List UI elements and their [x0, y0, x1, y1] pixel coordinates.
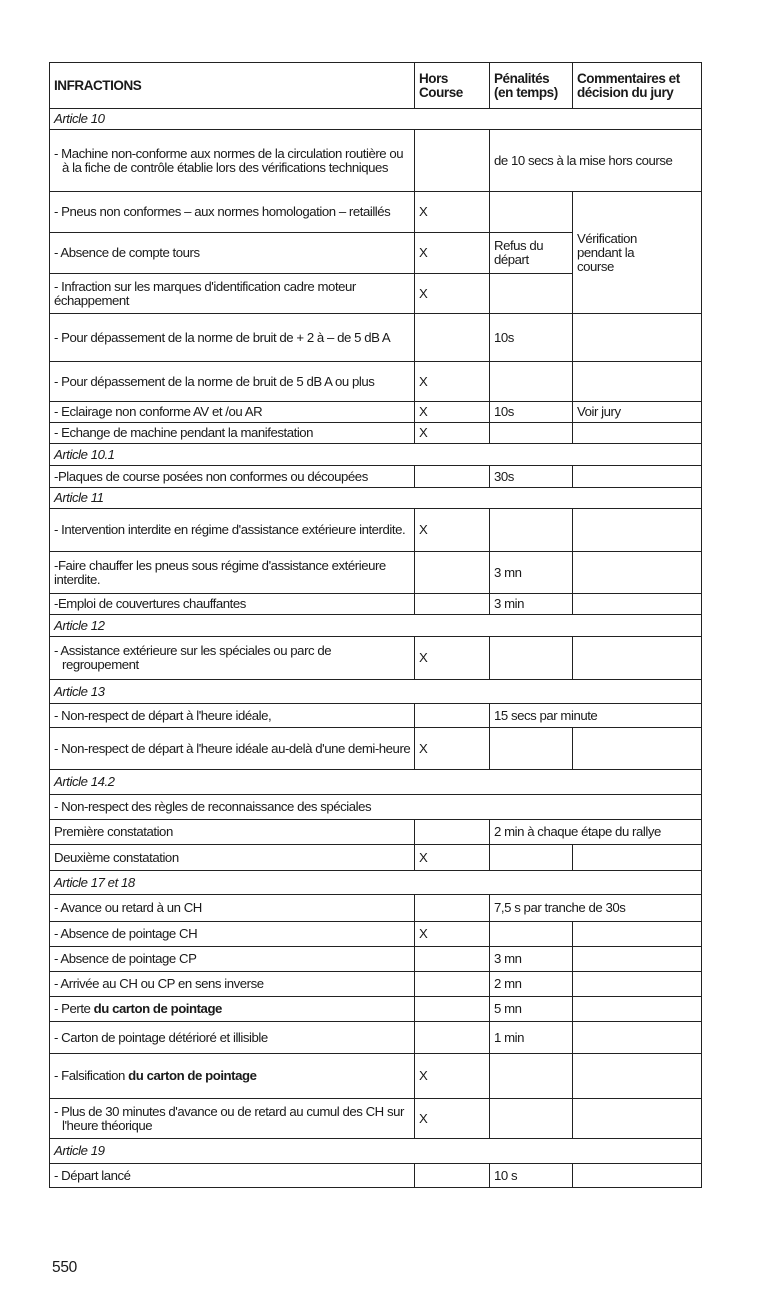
article-heading-row: [50, 615, 702, 637]
infraction-text: - Pour dépassement de la norme de bruit de 5 dB A ou plus: [54, 373, 375, 389]
article-heading-row: [50, 488, 702, 509]
hors-course-cell: [415, 895, 490, 922]
article-heading: Article 17 et 18: [50, 871, 702, 895]
comment-cell: [573, 509, 702, 552]
penalite-cell: [490, 922, 573, 947]
table-row: [50, 509, 702, 552]
hors-course-cell: [415, 594, 490, 615]
infraction-cell: [50, 997, 415, 1022]
table-row: [50, 594, 702, 615]
hors-course-cell: [415, 704, 490, 728]
infraction-cell: -Faire chauffer les pneus sous régime d'assistance extérieure interdite.: [50, 552, 415, 594]
penalite-cell: 3 mn: [490, 552, 573, 594]
infraction-text: - Perte: [54, 1001, 94, 1016]
table-row: [50, 922, 702, 947]
hors-course-cell: X: [415, 1099, 490, 1139]
comment-cell: [573, 314, 702, 362]
hors-course-cell: X: [415, 845, 490, 871]
infraction-cell: [50, 1054, 415, 1099]
comment-cell: [573, 1054, 702, 1099]
table-row: [50, 1054, 702, 1099]
hors-course-cell: [415, 466, 490, 488]
hors-course-cell: [415, 130, 490, 192]
hors-course-cell: [415, 947, 490, 972]
infraction-cell: -Emploi de couvertures chauffantes: [50, 594, 415, 615]
table-row: [50, 895, 702, 922]
infraction-cell: - Pneus non conformes – aux normes homologation – retaillés: [50, 192, 415, 233]
hors-course-cell: X: [415, 274, 490, 314]
penalite-cell: [490, 423, 573, 444]
infraction-cell: - Absence de pointage CP: [50, 947, 415, 972]
comment-cell: [573, 1099, 702, 1139]
table-row: [50, 947, 702, 972]
table-row: [50, 820, 702, 845]
table-row: [50, 130, 702, 192]
infraction-bold-text: du carton de pointage: [128, 1068, 257, 1083]
infraction-cell: - Absence de compte tours: [50, 233, 415, 274]
penalite-cell: [490, 274, 573, 314]
article-heading: Article 13: [50, 680, 702, 704]
comment-cell: [573, 1164, 702, 1188]
penalite-cell: 10 s: [490, 1164, 573, 1188]
article-heading: Article 11: [50, 488, 702, 509]
table-row: [50, 637, 702, 680]
comment-cell: [573, 728, 702, 770]
comment-cell: [573, 947, 702, 972]
infraction-text: - Non-respect de départ à l'heure idéale au-delà d'une demi-heure: [54, 740, 411, 756]
hors-course-cell: X: [415, 509, 490, 552]
infraction-text: - Pour dépassement de la norme de bruit de + 2 à – de 5 dB A: [54, 329, 391, 345]
comment-cell: [573, 997, 702, 1022]
page-number: 550: [52, 1259, 77, 1276]
table-row: [50, 402, 702, 423]
article-heading: Article 12: [50, 615, 702, 637]
infraction-text: - Machine non-conforme aux normes de la circulation routière ou à la fiche de contrôle établie lors des vérifications techniques: [54, 145, 404, 175]
comment-text: Vérification pendant la course: [577, 230, 637, 274]
penalite-cell: [490, 233, 573, 274]
article-heading: Article 10: [50, 109, 702, 130]
infraction-cell: - Départ lancé: [50, 1164, 415, 1188]
penalite-cell: [490, 509, 573, 552]
article-heading-row: [50, 444, 702, 466]
penalite-cell: [490, 1099, 573, 1139]
comment-cell: [573, 466, 702, 488]
hors-course-cell: [415, 314, 490, 362]
comment-cell: [573, 594, 702, 615]
penalite-cell: 5 mn: [490, 997, 573, 1022]
hors-course-cell: X: [415, 637, 490, 680]
header-commentaires: Commentaires et décision du jury: [573, 63, 702, 109]
infraction-text: - Falsification: [54, 1068, 129, 1083]
penalite-cell: 10s: [490, 402, 573, 423]
comment-cell: [573, 972, 702, 997]
penalite-cell: [490, 1054, 573, 1099]
hors-course-cell: [415, 997, 490, 1022]
hors-course-cell: [415, 552, 490, 594]
table-row: [50, 1164, 702, 1188]
table-row: [50, 704, 702, 728]
table-row: [50, 795, 702, 820]
penalite-span-cell: 15 secs par minute: [490, 704, 702, 728]
table-row: [50, 466, 702, 488]
penalite-span-cell: 2 min à chaque étape du rallye: [490, 820, 702, 845]
article-heading-row: [50, 1139, 702, 1164]
hors-course-cell: X: [415, 922, 490, 947]
article-heading-row: [50, 680, 702, 704]
comment-cell: [573, 637, 702, 680]
penalite-cell: [490, 192, 573, 233]
hors-course-cell: [415, 1022, 490, 1054]
infraction-cell: - Absence de pointage CH: [50, 922, 415, 947]
table-row: [50, 845, 702, 871]
table-row: [50, 362, 702, 402]
infraction-cell: [50, 509, 415, 552]
penalite-cell: 3 min: [490, 594, 573, 615]
header-infractions: INFRACTIONS: [50, 63, 415, 109]
table-row: [50, 1022, 702, 1054]
table-row: [50, 192, 702, 233]
hors-course-cell: X: [415, 728, 490, 770]
infraction-cell: [50, 130, 415, 192]
penalite-cell: 1 min: [490, 1022, 573, 1054]
infraction-cell: Première constatation: [50, 820, 415, 845]
table-header-row: [50, 63, 702, 109]
table-row: [50, 997, 702, 1022]
comment-cell: [573, 845, 702, 871]
table-row: [50, 728, 702, 770]
penalite-cell: 30s: [490, 466, 573, 488]
infraction-text: - Plus de 30 minutes d'avance ou de retard au cumul des CH sur l'heure théorique: [54, 1103, 404, 1133]
penalite-cell: 2 mn: [490, 972, 573, 997]
infractions-table: [49, 62, 702, 1188]
infraction-cell: [50, 637, 415, 680]
infraction-cell: [50, 1099, 415, 1139]
article-heading: Article 19: [50, 1139, 702, 1164]
comment-cell: [573, 552, 702, 594]
hors-course-cell: X: [415, 1054, 490, 1099]
comment-cell: [573, 423, 702, 444]
table-row: [50, 552, 702, 594]
table-row: [50, 972, 702, 997]
penalite-span-cell: 7,5 s par tranche de 30s: [490, 895, 702, 922]
hors-course-cell: [415, 1164, 490, 1188]
penalite-cell: [490, 845, 573, 871]
header-hors-course: Hors Course: [415, 63, 490, 109]
hors-course-cell: [415, 972, 490, 997]
penalite-span-cell: de 10 secs à la mise hors course: [490, 130, 702, 192]
penalite-cell: 3 mn: [490, 947, 573, 972]
penalite-cell: [490, 637, 573, 680]
infraction-cell: - Echange de machine pendant la manifestation: [50, 423, 415, 444]
article-heading-row: [50, 871, 702, 895]
infraction-cell: - Avance ou retard à un CH: [50, 895, 415, 922]
hors-course-cell: X: [415, 402, 490, 423]
article-heading-row: [50, 109, 702, 130]
infraction-cell: [50, 728, 415, 770]
infraction-cell: - Arrivée au CH ou CP en sens inverse: [50, 972, 415, 997]
comment-cell: [573, 362, 702, 402]
merged-comment-cell: [573, 192, 702, 314]
hors-course-cell: [415, 820, 490, 845]
infraction-bold-text: du carton de pointage: [93, 1001, 222, 1016]
infraction-text: - Intervention interdite en régime d'assistance extérieure interdite.: [54, 522, 406, 537]
header-penalites: Pénalités (en temps): [490, 63, 573, 109]
penalite-cell: [490, 728, 573, 770]
hors-course-cell: X: [415, 192, 490, 233]
infraction-cell: - Non-respect de départ à l'heure idéale,: [50, 704, 415, 728]
infraction-cell: [50, 314, 415, 362]
hors-course-cell: X: [415, 423, 490, 444]
table-row: [50, 423, 702, 444]
hors-course-cell: X: [415, 362, 490, 402]
hors-course-cell: X: [415, 233, 490, 274]
comment-cell: [573, 1022, 702, 1054]
article-heading: Article 14.2: [50, 770, 702, 795]
infraction-cell: - Infraction sur les marques d'identification cadre moteur échappement: [50, 274, 415, 314]
penalite-text: Refus du départ: [494, 238, 544, 267]
infraction-cell: Deuxième constatation: [50, 845, 415, 871]
article-heading: Article 10.1: [50, 444, 702, 466]
infraction-cell: - Non-respect des règles de reconnaissance des spéciales: [50, 795, 702, 820]
infraction-cell: -Plaques de course posées non conformes ou découpées: [50, 466, 415, 488]
infraction-cell: [50, 362, 415, 402]
table-row: [50, 314, 702, 362]
infraction-cell: - Eclairage non conforme AV et /ou AR: [50, 402, 415, 423]
table-row: [50, 1099, 702, 1139]
comment-cell: Voir jury: [573, 402, 702, 423]
penalite-cell: [490, 362, 573, 402]
comment-cell: [573, 922, 702, 947]
infraction-text: - Assistance extérieure sur les spéciales ou parc de regroupement: [54, 643, 332, 672]
article-heading-row: [50, 770, 702, 795]
penalite-cell: 10s: [490, 314, 573, 362]
infraction-cell: - Carton de pointage détérioré et illisible: [50, 1022, 415, 1054]
